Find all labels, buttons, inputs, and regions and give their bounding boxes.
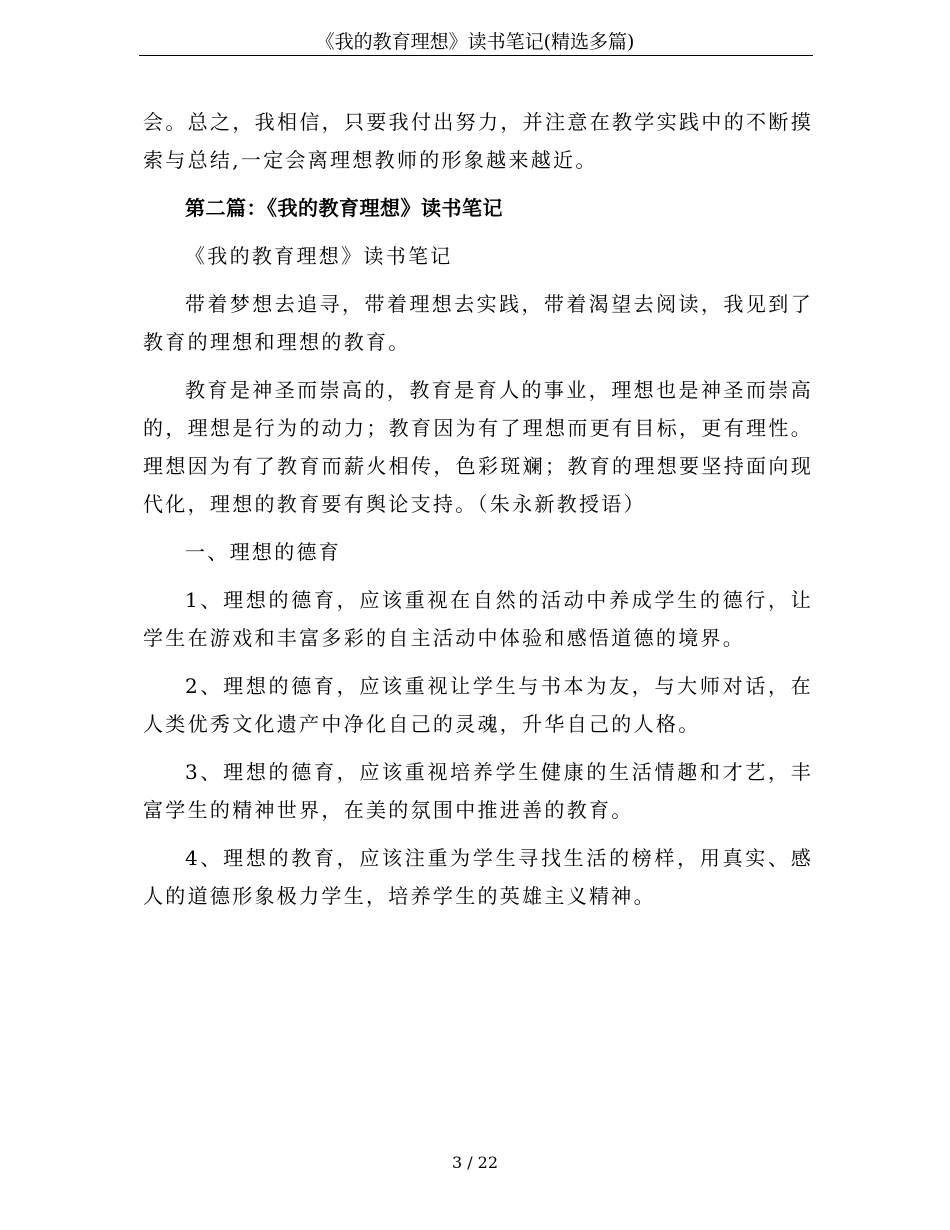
section-heading: 第二篇：《我的教育理想》读书笔记 (185, 196, 503, 220)
list-item-4: 4、理想的教育，应该注重为学生寻找生活的榜样，用真实、感人的道德形象极力学生，培养学生的英雄主义精神。 (143, 846, 813, 908)
header-divider (139, 55, 813, 56)
subtitle-line: 《我的教育理想》读书笔记 (185, 244, 453, 268)
page-header-title: 《我的教育理想》读书笔记(精选多篇) (315, 31, 635, 53)
subsection-heading: 一、理想的德育 (185, 540, 342, 564)
list-item-1: 1、理想的德育，应该重视在自然的活动中养成学生的德行，让学生在游戏和丰富多彩的自主活动中体验和感悟道德的境界。 (143, 588, 813, 650)
quote-paragraph: 教育是神圣而崇高的，教育是育人的事业，理想也是神圣而崇高的，理想是行为的动力；教育因为有了理想而更有目标，更有理性。理想因为有了教育而薪火相传，色彩斑斓；教育的理想要坚持面向现代化，理想的教育要有舆论支持。（朱永新教授语） (143, 378, 813, 516)
intro-paragraph: 带着梦想去追寻，带着理想去实践，带着渴望去阅读，我见到了教育的理想和理想的教育。 (143, 292, 813, 354)
page-number: 3 / 22 (451, 1153, 499, 1172)
list-item-3: 3、理想的德育，应该重视培养学生健康的生活情趣和才艺，丰富学生的精神世界，在美的氛围中推进善的教育。 (143, 760, 813, 822)
document-body (143, 103, 813, 915)
list-item-2: 2、理想的德育，应该重视让学生与书本为友，与大师对话，在人类优秀文化遗产中净化自己的灵魂，升华自己的人格。 (143, 674, 813, 736)
continued-paragraph: 会。总之，我相信，只要我付出努力，并注意在教学实践中的不断摸索与总结,一定会离理想教师的形象越来越近。 (143, 110, 813, 172)
